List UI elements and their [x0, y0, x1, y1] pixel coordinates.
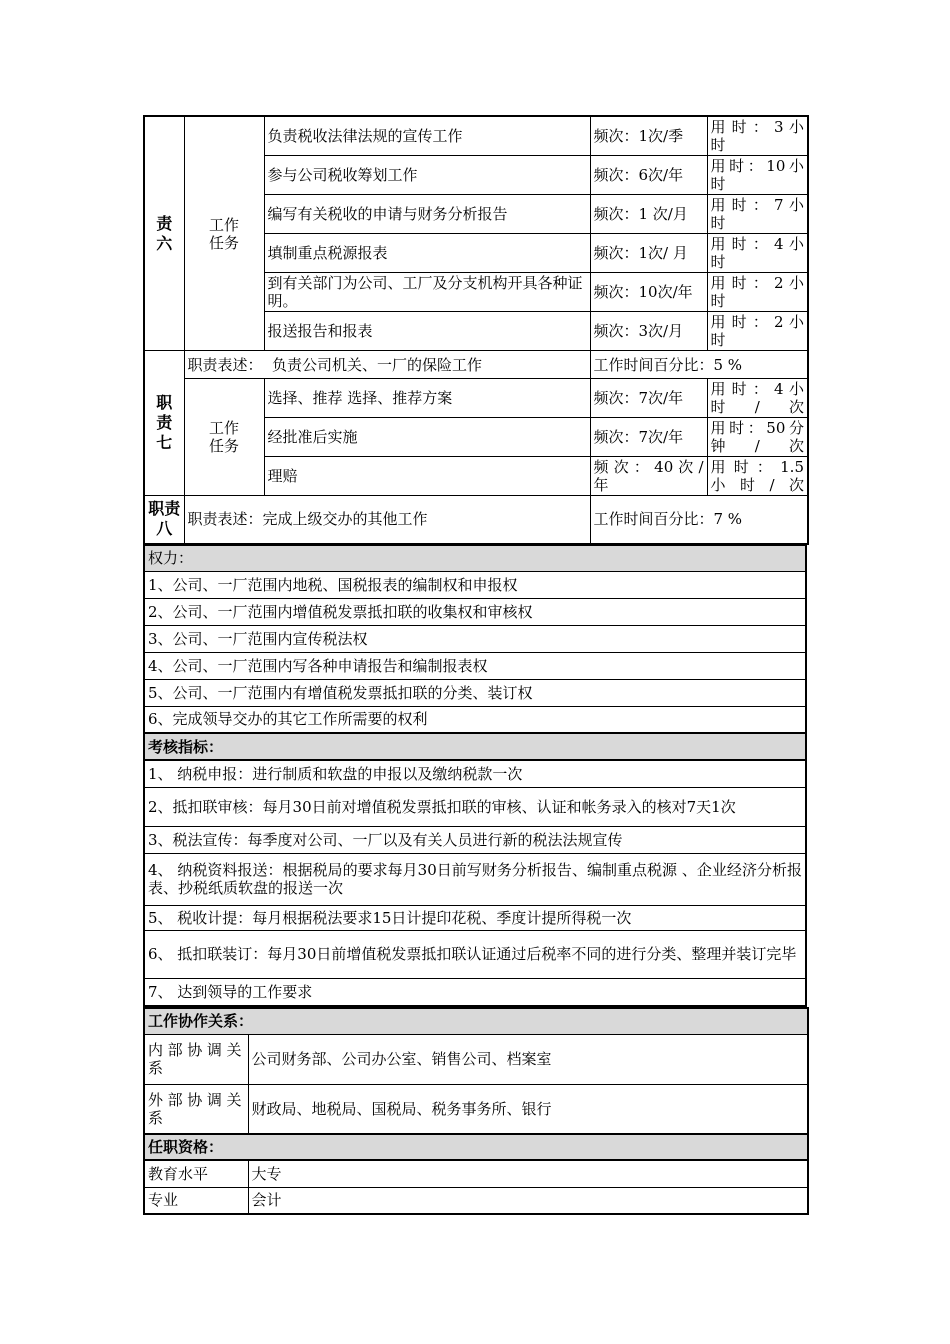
duty8-percent: 工作时间百分比：7 % — [590, 496, 808, 544]
duty6-task-freq: 频次：6次/年 — [590, 156, 707, 195]
external-label: 外部协调关系 — [144, 1084, 248, 1134]
duty7-task-desc: 经批准后实施 — [264, 418, 590, 457]
duty6-task-freq: 频次：1次/ 月 — [590, 234, 707, 273]
kpi-item: 4、 纳税资料报送：根据税局的要求每月30日前写财务分析报告、编制重点税源 、企业经济分析报表、抄税纸质软盘的报送一次 — [144, 853, 806, 905]
internal-label: 内部协调关系 — [144, 1034, 248, 1084]
duty6-task-time: 用 时 ： 4 小时 — [707, 234, 808, 273]
duty8-statement: 职责表述：完成上级交办的其他工作 — [184, 496, 590, 544]
authority-item: 2、公司、一厂范围内增值税发票抵扣联的收集权和审核权 — [144, 598, 806, 625]
duty6-task-freq: 频次：1次/季 — [590, 116, 707, 156]
duty7-task-freq: 频 次 ： 40 次 /年 — [590, 457, 707, 496]
duty6-task-freq: 频次：10次/年 — [590, 273, 707, 312]
authority-item: 6、完成领导交办的其它工作所需要的权利 — [144, 706, 806, 733]
qualification-heading: 任职资格： — [144, 1134, 808, 1160]
kpi-item: 5、 税收计提：每月根据税法要求15日计提印花税、季度计提所得税一次 — [144, 905, 806, 930]
duty7-title: 职 责 七 — [144, 351, 184, 496]
duty7-percent: 工作时间百分比：5 % — [590, 351, 808, 379]
authority-kpi-table — [143, 545, 807, 1008]
kpi-item: 2、抵扣联审核：每月30日前对增值税发票抵扣联的审核、认证和帐务录入的核对7天1次 — [144, 787, 806, 826]
duty7-statement: 职责表述： 负责公司机关、一厂的保险工作 — [184, 351, 590, 379]
qualification-label: 专业 — [144, 1187, 248, 1214]
duty7-task-time: 用 时 ： 1.5小时/次 — [707, 457, 808, 496]
duty7-task-desc: 选择、推荐 选择、推荐方案 — [264, 379, 590, 418]
duty7-task-freq: 频次：7次/年 — [590, 379, 707, 418]
internal-value: 公司财务部、公司办公室、销售公司、档案室 — [248, 1034, 808, 1084]
kpi-item: 7、 达到领导的工作要求 — [144, 978, 806, 1006]
duty8-title: 职责 八 — [144, 496, 184, 544]
authority-heading: 权力： — [144, 545, 806, 571]
qualification-label: 教育水平 — [144, 1160, 248, 1187]
duty7-task-time: 用 时 ： 4 小时/次 — [707, 379, 808, 418]
duty7-task-desc: 理赔 — [264, 457, 590, 496]
duty6-task-time: 用 时 ： 2 小时 — [707, 312, 808, 351]
kpi-item: 6、 抵扣联装订：每月30日前增值税发票抵扣联认证通过后税率不同的进行分类、整理并装订完毕 — [144, 930, 806, 978]
duty6-task-time: 用 时 ： 7 小时 — [707, 195, 808, 234]
duty6-task-label: 工作 任务 — [184, 116, 264, 351]
cooperation-table — [143, 1007, 809, 1215]
authority-item: 1、公司、一厂范围内地税、国税报表的编制权和申报权 — [144, 571, 806, 598]
qualification-value: 大专 — [248, 1160, 808, 1187]
duty6-task-time: 用 时 ： 3 小时 — [707, 116, 808, 156]
kpi-item: 1、 纳税申报：进行制质和软盘的申报以及缴纳税款一次 — [144, 760, 806, 787]
authority-item: 3、公司、一厂范围内宣传税法权 — [144, 625, 806, 652]
duty6-task-desc: 到有关部门为公司、工厂及分支机构开具各种证明。 — [264, 273, 590, 312]
duty6-task-desc: 参与公司税收筹划工作 — [264, 156, 590, 195]
qualification-value: 会计 — [248, 1187, 808, 1214]
duty6-task-desc: 编写有关税收的申请与财务分析报告 — [264, 195, 590, 234]
duties-table — [143, 115, 809, 545]
duty6-title: 责 六 — [144, 116, 184, 351]
authority-item: 4、公司、一厂范围内写各种申请报告和编制报表权 — [144, 652, 806, 679]
duty6-task-freq: 频次：3次/月 — [590, 312, 707, 351]
duty7-task-label: 工作 任务 — [184, 379, 264, 496]
duty6-task-time: 用 时 ： 2 小时 — [707, 273, 808, 312]
cooperation-heading: 工作协作关系： — [144, 1008, 808, 1034]
duty7-task-time: 用时：50分钟/次 — [707, 418, 808, 457]
duty6-task-time: 用时：10小时 — [707, 156, 808, 195]
duty6-task-desc: 报送报告和报表 — [264, 312, 590, 351]
duty6-task-freq: 频次：1 次/月 — [590, 195, 707, 234]
duty7-task-freq: 频次：7次/年 — [590, 418, 707, 457]
external-value: 财政局、地税局、国税局、税务事务所、银行 — [248, 1084, 808, 1134]
job-description-document — [143, 115, 807, 1215]
kpi-heading: 考核指标： — [144, 733, 806, 760]
duty6-task-desc: 填制重点税源报表 — [264, 234, 590, 273]
duty6-task-desc: 负责税收法律法规的宣传工作 — [264, 116, 590, 156]
kpi-item: 3、税法宣传：每季度对公司、一厂以及有关人员进行新的税法法规宣传 — [144, 826, 806, 853]
authority-item: 5、公司、一厂范围内有增值税发票抵扣联的分类、装订权 — [144, 679, 806, 706]
